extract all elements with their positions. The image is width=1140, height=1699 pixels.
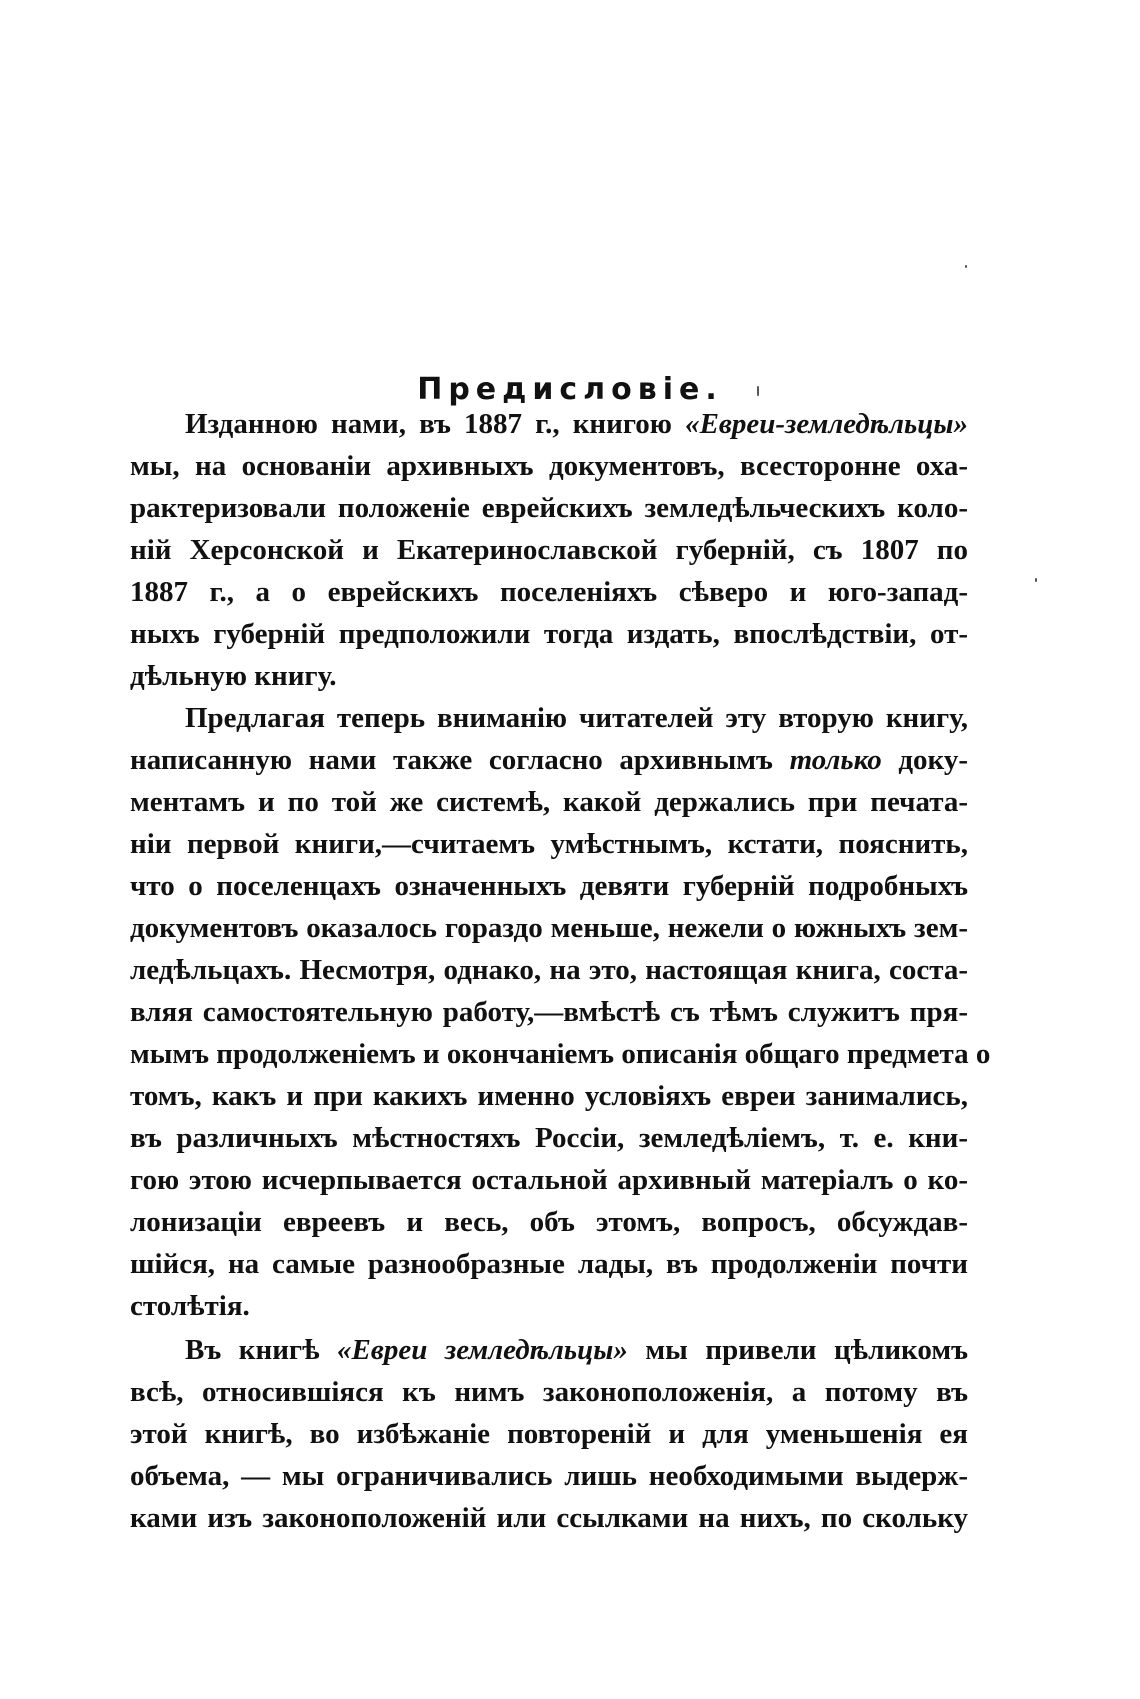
- text-line: вляя самостоятельную работу,—вмѣстѣ съ тѣмъ служитъ пря-: [130, 996, 968, 1028]
- text-line: гою этою исчерпывается остальной архивный матеріалъ о ко-: [130, 1164, 968, 1196]
- scan-speck: [965, 265, 967, 268]
- text-line: Предлагая теперь вниманію читателей эту вторую книгу,: [185, 702, 968, 734]
- page-title: Предисловіе.: [417, 372, 723, 407]
- text-line: томъ, какъ и при какихъ именно условіяхъ евреи занимались,: [130, 1080, 968, 1112]
- text-line: дѣльную книгу.: [130, 660, 337, 692]
- text-line: мы, на основаніи архивныхъ документовъ, всесторонне оха-: [130, 450, 968, 482]
- text-line: Въ книгѣ «Евреи земледѣльцы» мы привели цѣликомъ: [185, 1334, 968, 1366]
- text-line: что о поселенцахъ означенныхъ девяти губерній подробныхъ: [130, 870, 968, 902]
- text-line: столѣтія.: [130, 1290, 250, 1322]
- text-line: ментамъ и по той же системѣ, какой держались при печата-: [130, 786, 968, 818]
- text-line: лонизаціи евреевъ и весь, объ этомъ, вопросъ, обсуждав-: [130, 1206, 968, 1238]
- text-line: 1887 г., а о еврейскихъ поселеніяхъ сѣверо и юго-запад-: [130, 576, 968, 608]
- text-line: рактеризовали положеніе еврейскихъ земледѣльческихъ коло-: [130, 492, 968, 524]
- text-line: объема, — мы ограничивались лишь необходимыми выдерж-: [130, 1460, 968, 1492]
- text-line: написанную нами также согласно архивнымъ только доку-: [130, 744, 968, 776]
- text-line: ныхъ губерній предположили тогда издать, впослѣдствіи, от-: [130, 618, 968, 650]
- text-line: этой книгѣ, во избѣжаніе повтореній и для уменьшенія ея: [130, 1418, 968, 1450]
- text-line: ками изъ законоположеній или ссылками на нихъ, по скольку: [130, 1502, 968, 1534]
- text-line: ній Херсонской и Екатеринославской губерній, съ 1807 по: [130, 534, 968, 566]
- text-line: мымъ продолженіемъ и окончаніемъ описанія общаго предмета о: [130, 1038, 991, 1070]
- text-line: ледѣльцахъ. Несмотря, однако, на это, настоящая книга, соста-: [130, 954, 968, 986]
- text-line: Изданною нами, въ 1887 г., книгою «Евреи-земледѣльцы»: [185, 408, 968, 440]
- text-line: документовъ оказалось гораздо меньше, нежели о южныхъ зем-: [130, 912, 968, 944]
- text-line: въ различныхъ мѣстностяхъ Россіи, земледѣліемъ, т. е. кни-: [130, 1122, 968, 1154]
- scan-speck: [1035, 578, 1037, 582]
- scan-speck: [757, 386, 759, 396]
- text-line: ніи первой книги,—считаемъ умѣстнымъ, кстати, пояснить,: [130, 828, 968, 860]
- text-line: шійся, на самые разнообразные лады, въ продолженіи почти: [130, 1248, 968, 1280]
- text-line: всѣ, относившіяся къ нимъ законоположенія, а потому въ: [130, 1376, 968, 1408]
